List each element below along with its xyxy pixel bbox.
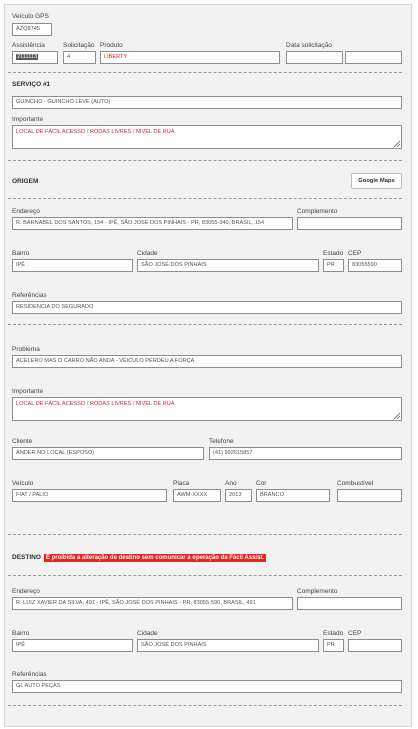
assistencia-value: 2111113 xyxy=(17,54,38,60)
problema-importante-textarea[interactable] xyxy=(12,397,402,421)
destino-complemento-input[interactable] xyxy=(297,597,402,610)
destino-bairro-label: Bairro xyxy=(12,630,30,637)
google-maps-button[interactable]: Google Maps xyxy=(351,173,402,189)
assistencia-label: Assistência xyxy=(12,42,45,49)
resize-handle-icon[interactable] xyxy=(394,141,400,147)
divider xyxy=(8,705,402,706)
telefone-input[interactable]: (41) 992615857 xyxy=(209,447,402,460)
origem-cep-label: CEP xyxy=(348,250,362,257)
destino-estado-label: Estado xyxy=(323,630,344,637)
veiculo-input[interactable]: FIAT / PALIO xyxy=(12,489,167,502)
destino-cep-input[interactable] xyxy=(348,639,402,652)
cliente-input[interactable]: ANDER NO LOCAL (ESPOSO) xyxy=(12,447,204,460)
origem-complemento-label: Complemento xyxy=(297,208,338,215)
destino-estado-input[interactable]: PR xyxy=(323,639,344,652)
telefone-label: Telefone xyxy=(209,438,234,445)
data-solicitacao-extra-input[interactable] xyxy=(345,51,402,64)
origem-cidade-input[interactable]: SÃO JOSÉ DOS PINHAIS xyxy=(137,259,319,272)
origem-section-title: ORIGEM xyxy=(12,178,39,185)
divider xyxy=(8,160,402,161)
origem-referencias-label: Referências xyxy=(12,292,47,299)
servico-importante-text: LOCAL DE FÁCIL ACESSO / RODAS LIVRES / NÍVEL DE RUA xyxy=(16,129,175,135)
produto-label: Produto xyxy=(100,42,123,49)
divider xyxy=(8,324,402,325)
resize-handle-icon[interactable] xyxy=(394,413,400,419)
origem-endereco-input[interactable]: R. BARNABEL DOS SANTOS, 154 - IPÊ, SÃO JOSÉ DOS PINHAIS - PR, 83055-340, BRASIL, 154 xyxy=(12,217,293,230)
placa-label: Placa xyxy=(173,480,190,487)
destino-complemento-label: Complemento xyxy=(297,588,338,595)
assistencia-input[interactable] xyxy=(12,51,58,64)
servico-input[interactable]: GUINCHO - GUINCHO LEVE (AUTO) xyxy=(12,96,402,109)
destino-cidade-input[interactable]: SÃO JOSÉ DOS PINHAIS xyxy=(137,639,319,652)
problema-importante-label: Importante xyxy=(12,388,44,395)
origem-complemento-input[interactable] xyxy=(297,217,402,230)
destino-referencias-label: Referências xyxy=(12,671,47,678)
servico-importante-label: Importante xyxy=(12,116,44,123)
divider xyxy=(8,72,402,73)
data-solicitacao-label: Data solicitação xyxy=(286,42,332,49)
destino-warning-banner: É proibida a alteração de destino sem comunicar a operação da Fácil Assist. xyxy=(45,555,265,561)
origem-cep-input[interactable]: 83055590 xyxy=(348,259,402,272)
destino-section-title: DESTINO xyxy=(12,554,41,561)
origem-endereco-label: Endereço xyxy=(12,208,40,215)
data-solicitacao-input[interactable] xyxy=(286,51,343,64)
problema-importante-text: LOCAL DE FÁCIL ACESSO / RODAS LIVRES / NÍVEL DE RUA xyxy=(16,401,175,407)
produto-input[interactable]: LIBERTY xyxy=(100,51,280,64)
solicitacao-label: Solicitação xyxy=(63,42,95,49)
ano-label: Ano xyxy=(225,480,237,487)
destino-cep-label: CEP xyxy=(348,630,362,637)
cliente-label: Cliente xyxy=(12,438,33,445)
cor-label: Cor xyxy=(256,480,267,487)
combustivel-label: Combustível xyxy=(337,480,374,487)
origem-estado-input[interactable]: PR xyxy=(323,259,344,272)
problema-input[interactable]: ACELERO MAS O CARRO NÃO ANDA - VEICULO PERDEU A FORÇA xyxy=(12,355,402,368)
destino-endereco-label: Endereço xyxy=(12,588,40,595)
vehicle-gps-input[interactable]: AZQ8745 xyxy=(12,23,52,36)
destino-bairro-input[interactable]: IPÊ xyxy=(12,639,133,652)
destino-referencias-input[interactable]: GL AUTO PEÇAS xyxy=(12,680,402,693)
cor-input[interactable]: BRANCO xyxy=(256,489,330,502)
solicitacao-input[interactable]: 4 xyxy=(63,51,96,64)
divider xyxy=(8,534,402,535)
divider xyxy=(8,198,402,199)
servico-importante-textarea[interactable] xyxy=(12,125,402,149)
veiculo-label: Veículo xyxy=(12,480,34,487)
origem-bairro-label: Bairro xyxy=(12,250,30,257)
destino-endereco-input[interactable]: R. LUIZ XAVIER DA SILVA, 491 - IPÊ, SÃO JOSÉ DOS PINHAIS - PR, 83055-590, BRASIL, 491 xyxy=(12,597,293,610)
origem-cidade-label: Cidade xyxy=(137,250,158,257)
destino-cidade-label: Cidade xyxy=(137,630,158,637)
combustivel-input[interactable] xyxy=(337,489,402,502)
origem-referencias-input[interactable]: RESIDENCIA DO SEGURADO xyxy=(12,301,402,314)
servico-section-title: SERVIÇO #1 xyxy=(12,81,51,88)
placa-input[interactable]: AWM-XXXX xyxy=(173,489,221,502)
origem-estado-label: Estado xyxy=(323,250,344,257)
problema-label: Problema xyxy=(12,346,40,353)
vehicle-gps-label: Veículo GPS xyxy=(12,13,49,20)
origem-bairro-input[interactable]: IPÊ xyxy=(12,259,133,272)
destino-section-header xyxy=(12,554,266,562)
ano-input[interactable]: 2013 xyxy=(225,489,252,502)
divider xyxy=(8,575,402,576)
